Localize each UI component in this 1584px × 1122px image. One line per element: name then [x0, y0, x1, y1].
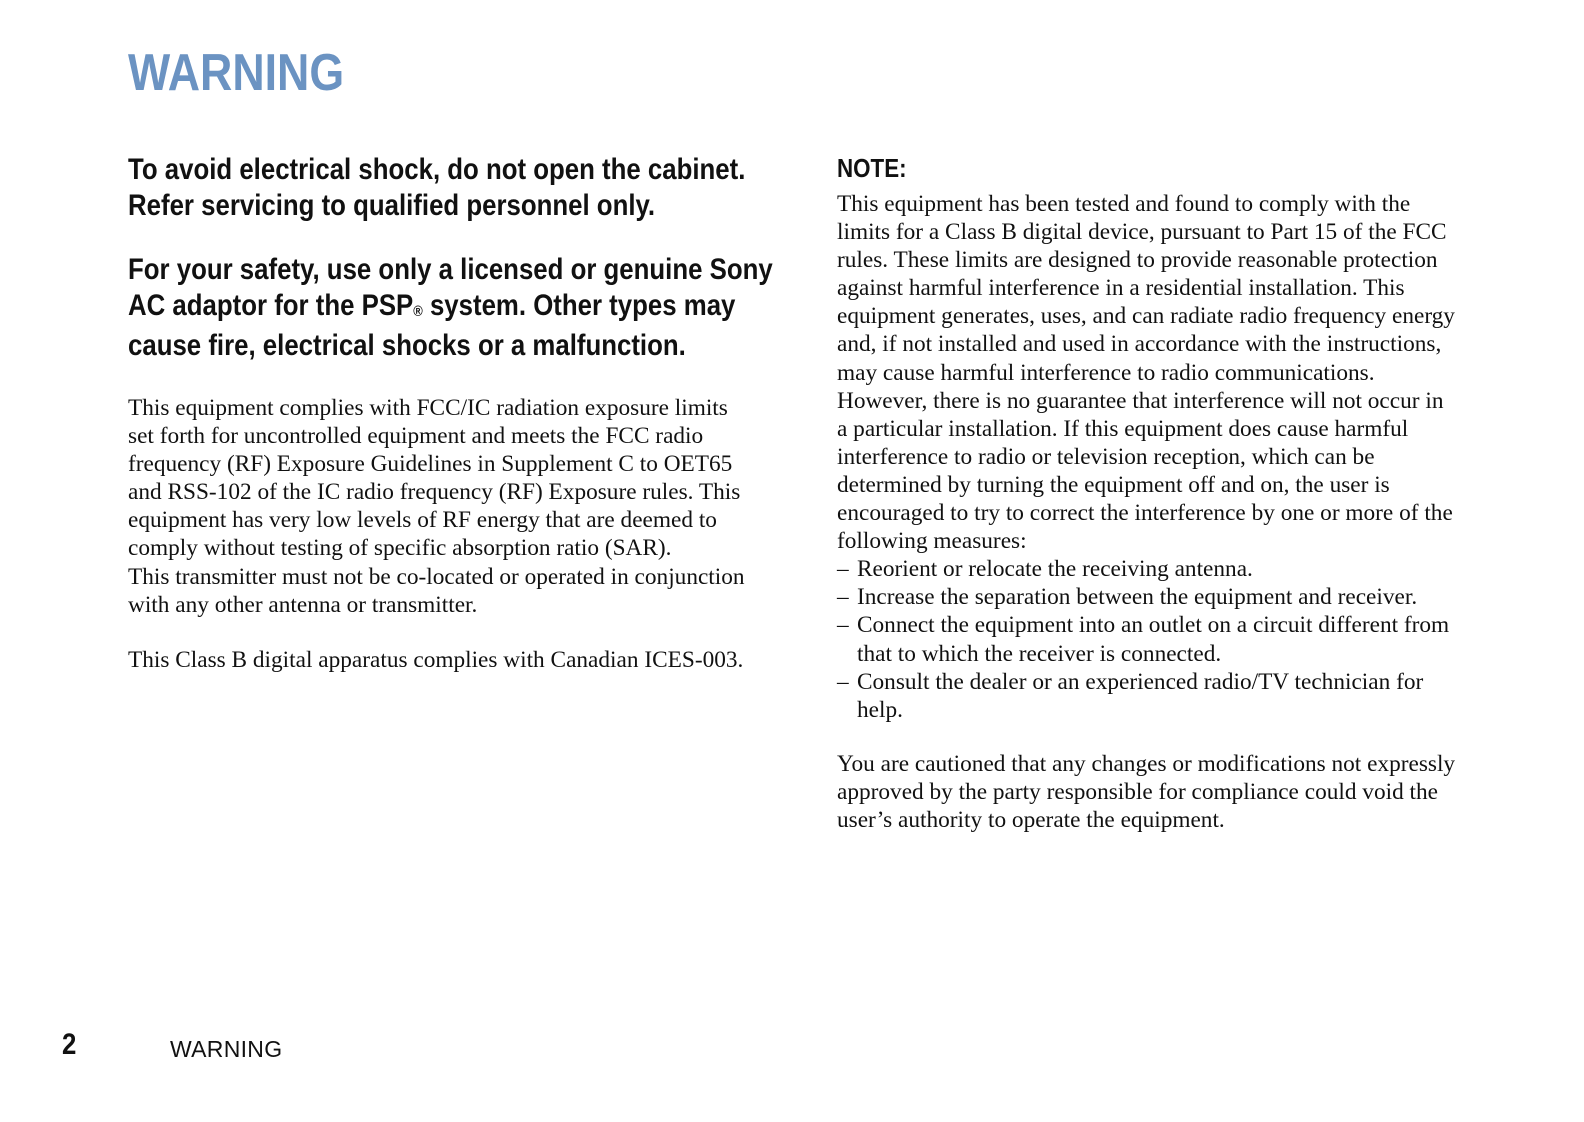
fcc-note-body	[837, 190, 1455, 724]
list-item-text: Consult the dealer or an experienced radio/TV technician for	[857, 668, 1424, 695]
paragraph-line: This transmitter must not be co-located or operated in conjunction	[128, 563, 745, 590]
left-column	[128, 152, 788, 673]
paragraph-line: rules. These limits are designed to provide reasonable protection	[837, 247, 1438, 274]
adaptor-warning	[128, 252, 782, 364]
list-item-text: Reorient or relocate the receiving antenna.	[857, 556, 1253, 583]
note-heading: NOTE:	[837, 153, 907, 183]
dash-bullet: –	[837, 612, 849, 639]
paragraph-line: limits for a Class B digital device, pursuant to Part 15 of the FCC	[837, 219, 1447, 246]
paragraph-line: set forth for uncontrolled equipment and meets the FCC radio	[128, 423, 704, 450]
list-item	[837, 555, 1455, 583]
list-item-text: help.	[857, 696, 903, 723]
paragraph-line: interference to radio or television reception, which can be	[837, 443, 1375, 470]
modification-caution-paragraph	[837, 750, 1455, 834]
registered-mark: ®	[413, 302, 423, 320]
paragraph-line: determined by turning the equipment off and on, the user is	[837, 471, 1390, 498]
list-item-text: Connect the equipment into an outlet on a circuit different from	[857, 612, 1450, 639]
shock-warning-line-1: To avoid electrical shock, do not open the cabinet.	[128, 153, 746, 186]
paragraph-line: frequency (RF) Exposure Guidelines in Supplement C to OET65	[128, 451, 733, 478]
paragraph-line: However, there is no guarantee that interference will not occur in	[837, 387, 1444, 414]
paragraph-line: This equipment complies with FCC/IC radiation exposure limits	[128, 395, 728, 421]
adaptor-warning-line-3: cause fire, electrical shocks or a malfunction.	[128, 329, 686, 362]
adaptor-warning-line-2a: AC adaptor for the PSP	[128, 288, 414, 322]
adaptor-warning-line-2b: system. Other types may	[422, 288, 736, 322]
measures-list	[837, 555, 1455, 724]
list-item-text: Increase the separation between the equipment and receiver.	[857, 584, 1418, 611]
adaptor-warning-line-1: For your safety, use only a licensed or genuine Sony	[128, 253, 773, 286]
shock-warning-line-2: Refer servicing to qualified personnel only.	[128, 188, 656, 222]
ices-compliance-paragraph: This Class B digital apparatus complies with Canadian ICES-003.	[128, 647, 744, 673]
paragraph-line: This equipment has been tested and found to comply with the	[837, 191, 1411, 217]
list-item	[837, 611, 1455, 667]
footer-section-label: WARNING	[170, 1036, 283, 1062]
page-number: 2	[62, 1028, 77, 1061]
paragraph-line: with any other antenna or transmitter.	[128, 591, 478, 618]
dash-bullet: –	[837, 556, 849, 583]
paragraph-line: equipment has very low levels of RF energy that are deemed to	[128, 507, 717, 534]
list-item	[837, 668, 1455, 724]
list-item	[837, 583, 1455, 611]
paragraph-line: and, if not installed and used in accordance with the instructions,	[837, 331, 1442, 358]
paragraph-line: a particular installation. If this equipment does cause harmful	[837, 415, 1409, 442]
paragraph-line: approved by the party responsible for compliance could void the	[837, 779, 1439, 806]
paragraph-line: You are cautioned that any changes or modifications not expressly	[837, 751, 1456, 777]
fcc-note-paragraph	[837, 190, 1455, 555]
paragraph-line: equipment generates, uses, and can radiate radio frequency energy	[837, 303, 1455, 330]
paragraph-line: may cause harmful interference to radio communications.	[837, 359, 1375, 386]
page-title: WARNING	[128, 44, 345, 102]
paragraph-line: encouraged to try to correct the interference by one or more of the	[837, 500, 1453, 527]
fcc-ic-exposure-paragraph	[128, 394, 745, 619]
dash-bullet: –	[837, 668, 849, 695]
paragraph-line: comply without testing of specific absorption ratio (SAR).	[128, 535, 672, 562]
paragraph-line: user’s authority to operate the equipment.	[837, 807, 1225, 834]
right-column	[837, 152, 1497, 834]
dash-bullet: –	[837, 584, 849, 611]
paragraph-line: against harmful interference in a residential installation. This	[837, 275, 1405, 302]
paragraph-line: and RSS-102 of the IC radio frequency (RF) Exposure rules. This	[128, 479, 741, 506]
paragraph-line: following measures:	[837, 528, 1027, 555]
list-item-text: that to which the receiver is connected.	[857, 640, 1222, 667]
shock-warning	[128, 152, 782, 223]
